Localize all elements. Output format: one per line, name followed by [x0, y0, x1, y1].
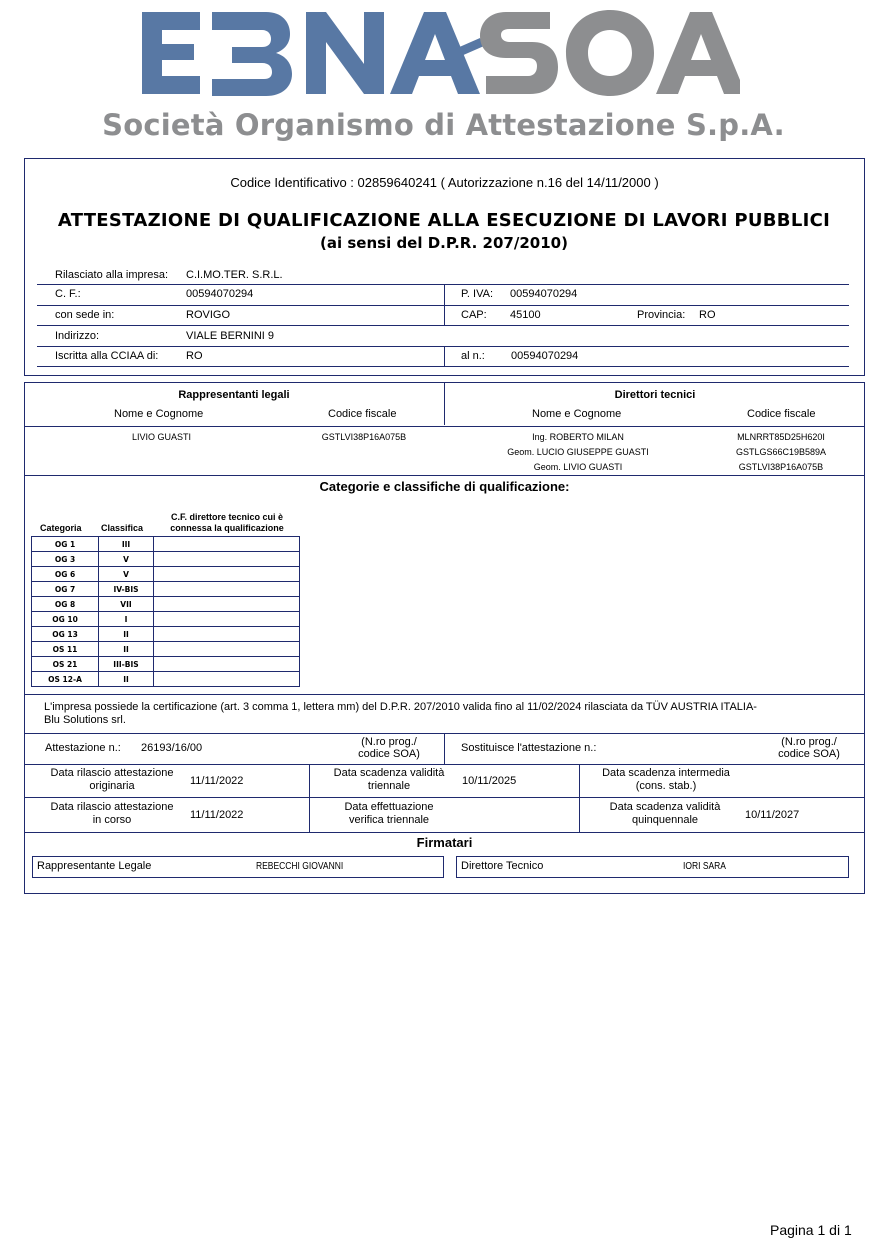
table-row — [32, 672, 300, 687]
divider — [309, 765, 310, 832]
legal-representatives-header: Rappresentanti legali — [178, 389, 290, 401]
current-issue-value: 11/11/2022 — [190, 809, 244, 821]
cap-value: 45100 — [510, 309, 541, 321]
categories-title: Categorie e classifiche di qualificazione: — [319, 479, 570, 494]
divider — [25, 832, 864, 833]
registration-number-label: al n.: — [461, 350, 485, 362]
quinquennial-expiry-label-line2: quinquennale — [631, 814, 699, 826]
current-issue-label-line1: Data rilascio attestazione — [50, 801, 174, 813]
certification-line1: L'impresa possiede la certificazione (art. 3 comma 1, lettera mm) del D.P.R. 207/2010 valida fino al 11/02/2024 rilasciata da TÜV AUSTRIA ITALIA- — [44, 701, 757, 713]
triennial-verification-label-line1: Data effettuazione — [344, 801, 434, 813]
class-cell: II — [99, 672, 154, 687]
original-issue-label-line1: Data rilascio attestazione — [50, 767, 174, 779]
replaces-label: Sostituisce l'attestazione n.: — [461, 742, 597, 754]
technical-directors-header: Direttori tecnici — [614, 389, 696, 401]
divider — [25, 475, 864, 476]
table-row — [32, 582, 300, 597]
header-box — [24, 158, 865, 376]
class-cell: V — [99, 552, 154, 567]
prog-note-2-line2: codice SOA) — [778, 748, 840, 760]
divider — [444, 306, 445, 326]
tech-fiscal-column: Codice fiscale — [747, 408, 816, 420]
certification-line2: Blu Solutions srl. — [44, 714, 126, 726]
current-issue-label-line2: in corso — [92, 814, 132, 826]
category-cell: OS 12-A — [32, 672, 99, 687]
table-row — [32, 612, 300, 627]
cf-cell — [154, 627, 300, 642]
sede-label: con sede in: — [55, 309, 115, 321]
category-cell: OS 11 — [32, 642, 99, 657]
piva-label: P. IVA: — [461, 288, 494, 300]
tech-name-column: Nome e Cognome — [532, 408, 622, 420]
legal-rep-fiscal: GSTLVI38P16A075B — [321, 432, 407, 442]
document-subtitle: (ai sensi del D.P.R. 207/2010) — [320, 234, 568, 252]
table-row — [32, 552, 300, 567]
class-cell: VII — [99, 597, 154, 612]
table-row — [32, 537, 300, 552]
divider — [444, 734, 445, 764]
divider — [37, 346, 849, 347]
logo-tagline: Società Organismo di Attestazione S.p.A. — [102, 108, 785, 142]
divider — [37, 366, 849, 367]
table-row — [32, 627, 300, 642]
class-column-header: Classifica — [101, 523, 144, 533]
divider — [37, 325, 849, 326]
category-cell: OG 6 — [32, 567, 99, 582]
class-cell: II — [99, 642, 154, 657]
class-cell: V — [99, 567, 154, 582]
category-cell: OG 3 — [32, 552, 99, 567]
legal-rep-name: LIVIO GUASTI — [131, 432, 191, 442]
tech-director-name: Ing. ROBERTO MILAN — [532, 432, 624, 442]
category-cell: OG 13 — [32, 627, 99, 642]
table-row — [32, 642, 300, 657]
cf-cell — [154, 657, 300, 672]
prog-note-2-line1: (N.ro prog./ — [781, 736, 837, 748]
tech-director-fiscal: MLNRRT85D25H620I — [737, 432, 825, 442]
category-cell: OG 1 — [32, 537, 99, 552]
original-issue-label-line2: originaria — [89, 780, 135, 792]
attestation-number-value: 26193/16/00 — [141, 742, 203, 754]
class-cell: II — [99, 627, 154, 642]
categories-table — [31, 536, 300, 687]
divider — [579, 765, 580, 832]
quinquennial-expiry-label-line1: Data scadenza validità — [609, 801, 721, 813]
cf-cell — [154, 552, 300, 567]
triennial-expiry-value: 10/11/2025 — [462, 775, 517, 787]
class-cell: III — [99, 537, 154, 552]
category-column-header: Categoria — [40, 523, 82, 533]
class-cell: I — [99, 612, 154, 627]
cap-label: CAP: — [461, 309, 487, 321]
divider — [37, 284, 849, 285]
divider — [444, 285, 445, 305]
triennial-expiry-label-line2: triennale — [367, 780, 411, 792]
tech-director-fiscal: GSTLVI38P16A075B — [738, 462, 824, 472]
province-label: Provincia: — [637, 309, 686, 321]
piva-value: 00594070294 — [510, 288, 578, 300]
table-row — [32, 567, 300, 582]
prog-note-line2: codice SOA) — [358, 748, 420, 760]
document-title: ATTESTAZIONE DI QUALIFICAZIONE ALLA ESECUZIONE DI LAVORI PUBBLICI — [57, 210, 831, 231]
cciaa-value: RO — [186, 350, 203, 362]
class-cell: III-BIS — [99, 657, 154, 672]
category-cell: OG 8 — [32, 597, 99, 612]
category-cell: OG 10 — [32, 612, 99, 627]
table-row — [32, 597, 300, 612]
attestation-number-label: Attestazione n.: — [45, 742, 121, 754]
divider — [25, 797, 864, 798]
issued-label: Rilasciato alla impresa: — [55, 269, 169, 281]
registration-number-value: 00594070294 — [511, 350, 579, 362]
cf-cell — [154, 672, 300, 687]
cf-column-header-line1: C.F. direttore tecnico cui è — [170, 512, 284, 522]
divider — [444, 347, 445, 367]
tech-director-name: Geom. LIVIO GUASTI — [533, 462, 623, 472]
address-value: VIALE BERNINI 9 — [186, 330, 275, 342]
category-cell: OS 21 — [32, 657, 99, 672]
intermediate-expiry-label-line1: Data scadenza intermedia — [602, 767, 730, 779]
tech-director-fiscal: GSTLGS66C19B589A — [735, 447, 827, 457]
cf-cell — [154, 612, 300, 627]
esna-soa-logo — [140, 4, 740, 104]
tech-signatory-label: Direttore Tecnico — [461, 860, 544, 872]
cf-cell — [154, 582, 300, 597]
divider — [25, 426, 864, 427]
tech-director-name: Geom. LUCIO GIUSEPPE GUASTI — [507, 447, 649, 457]
legal-signatory-name: REBECCHI GIOVANNI — [256, 861, 344, 872]
cf-column-header-line2: connessa la qualificazione — [170, 523, 284, 533]
cf-cell — [154, 537, 300, 552]
prog-note-line1: (N.ro prog./ — [361, 736, 417, 748]
address-label: Indirizzo: — [55, 330, 100, 342]
divider — [25, 694, 864, 695]
province-value: RO — [699, 309, 716, 321]
divider — [25, 764, 864, 765]
cciaa-label: Iscritta alla CCIAA di: — [55, 350, 159, 362]
triennial-verification-label-line2: verifica triennale — [348, 814, 430, 826]
legal-name-column: Nome e Cognome — [114, 408, 204, 420]
signatories-title: Firmatari — [416, 835, 473, 850]
triennial-expiry-label-line1: Data scadenza validità — [333, 767, 445, 779]
tech-signatory-name: IORI SARA — [683, 861, 726, 872]
cf-cell — [154, 642, 300, 657]
category-cell: OG 7 — [32, 582, 99, 597]
cf-cell — [154, 567, 300, 582]
table-row — [32, 657, 300, 672]
sede-value: ROVIGO — [186, 309, 231, 321]
original-issue-value: 11/11/2022 — [190, 775, 244, 787]
legal-signatory-label: Rappresentante Legale — [37, 860, 152, 872]
class-cell: IV-BIS — [99, 582, 154, 597]
code-line: Codice Identificativo : 02859640241 ( Autorizzazione n.16 del 14/11/2000 ) — [230, 175, 659, 190]
cf-cell — [154, 597, 300, 612]
issued-value: C.I.MO.TER. S.R.L. — [186, 269, 283, 281]
quinquennial-expiry-value: 10/11/2027 — [745, 809, 800, 821]
legal-fiscal-column: Codice fiscale — [328, 408, 397, 420]
divider — [37, 305, 849, 306]
page-number: Pagina 1 di 1 — [770, 1222, 852, 1238]
cf-value: 00594070294 — [186, 288, 254, 300]
intermediate-expiry-label-line2: (cons. stab.) — [635, 780, 697, 792]
cf-label: C. F.: — [55, 288, 81, 300]
